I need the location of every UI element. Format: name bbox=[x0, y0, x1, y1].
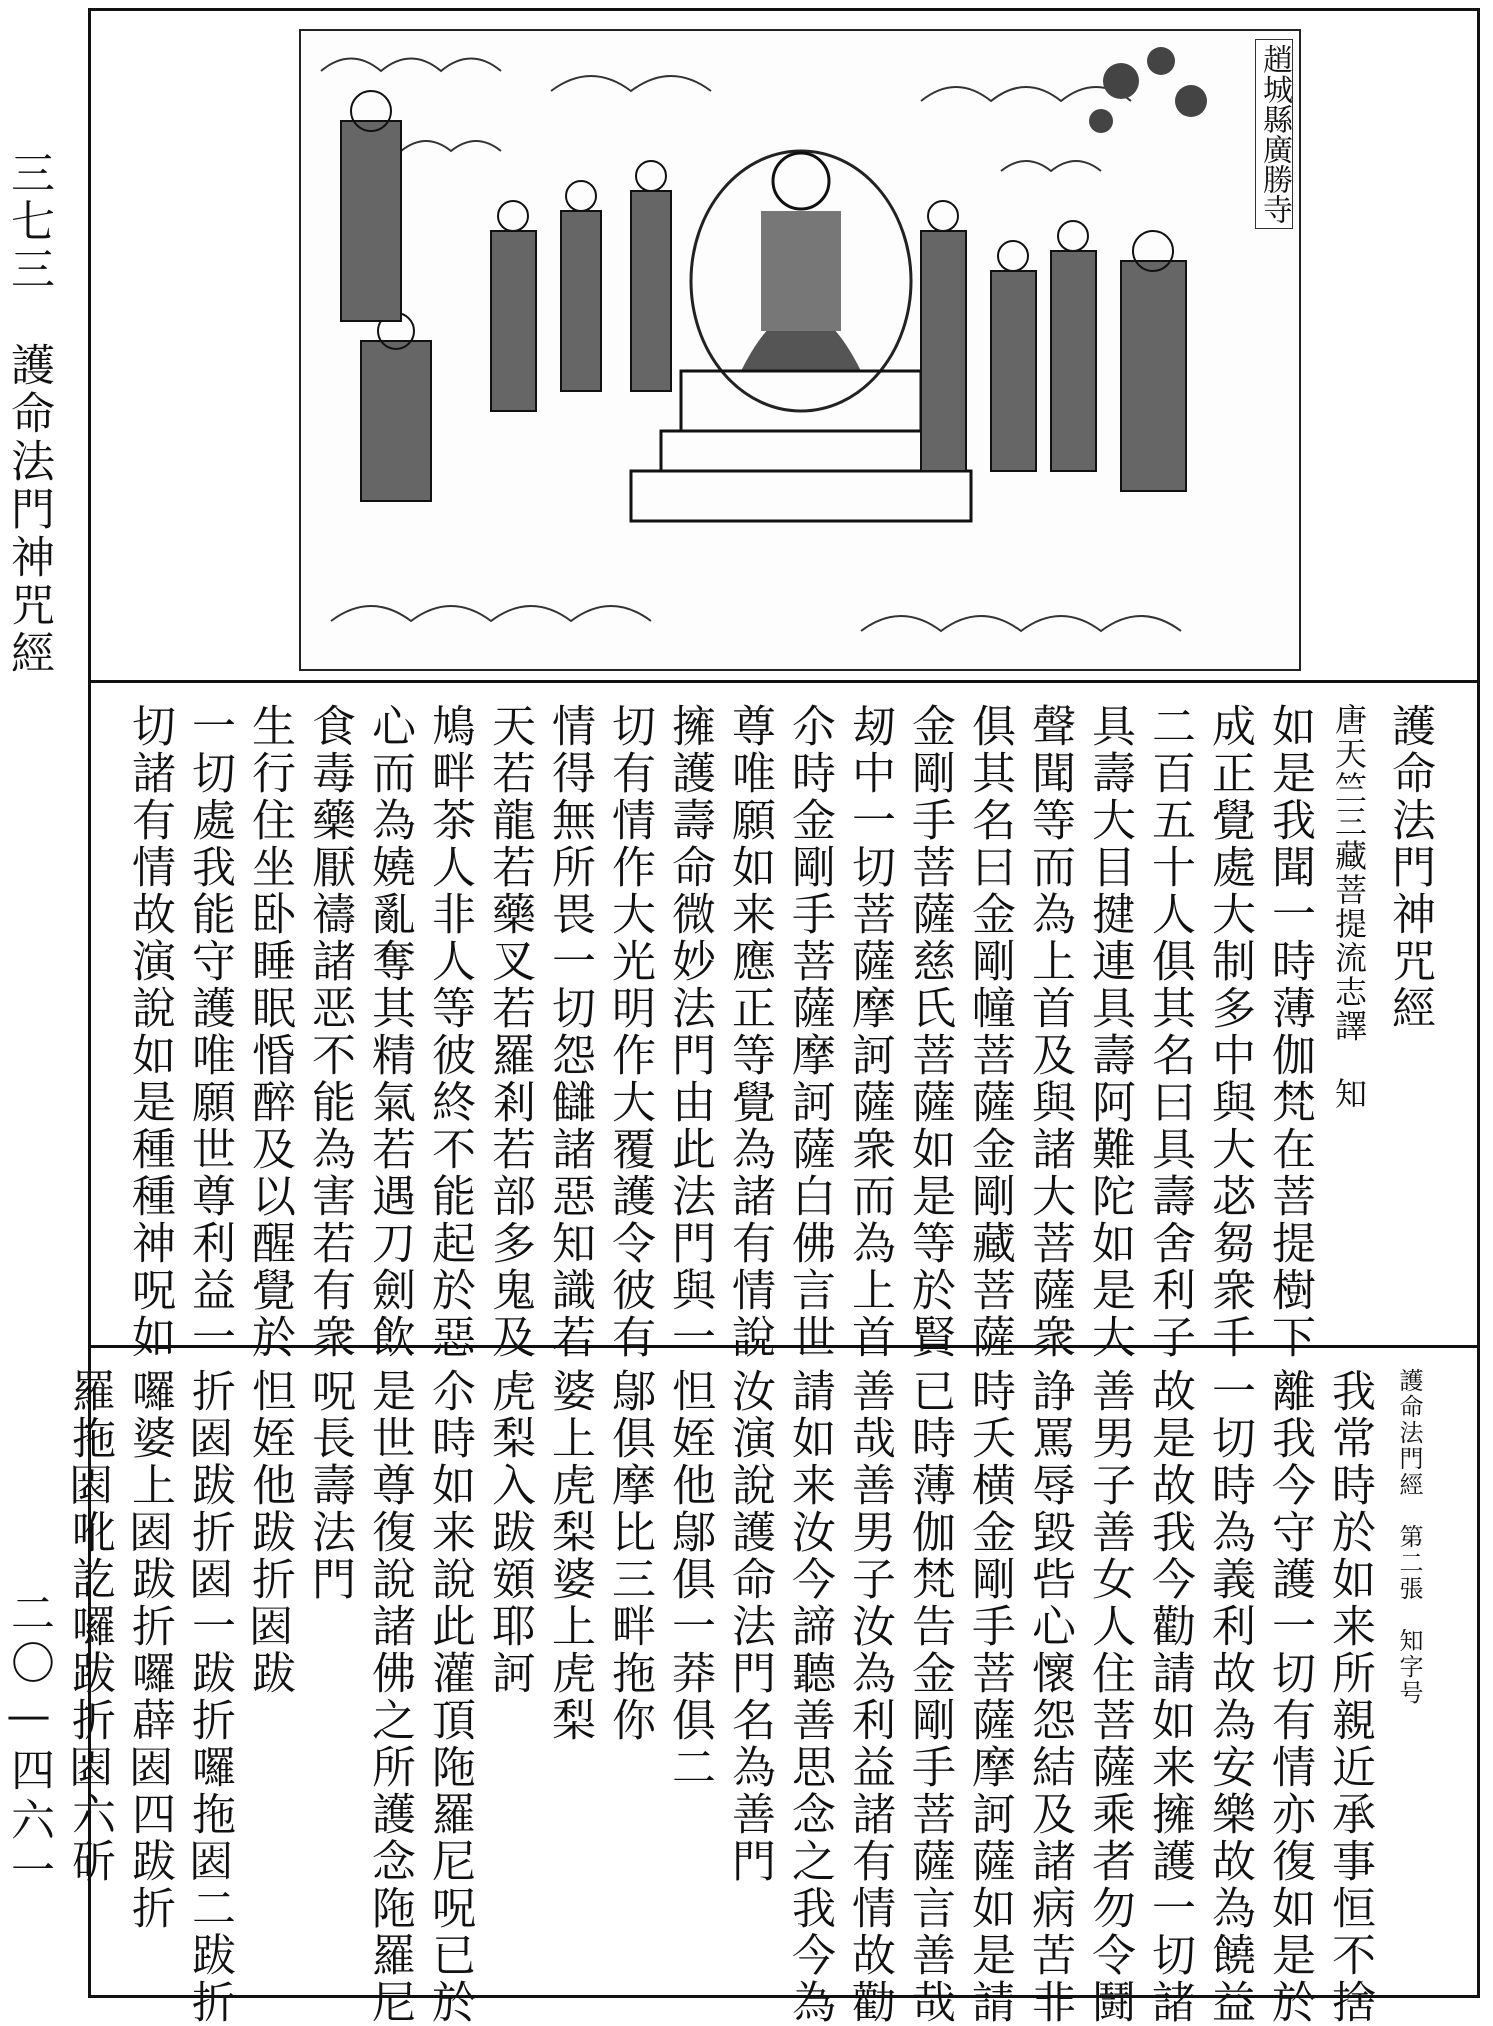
text-column: 擁護壽命微妙法門由此法門與一 bbox=[664, 703, 715, 1361]
text-column: 鳩畔茶人非人等彼終不能起於惡 bbox=[424, 703, 475, 1361]
text-column: 切諸有情故演說如是種種神呪如 bbox=[124, 703, 175, 1361]
text-column: 護命法門經 第二張 知字号 bbox=[1395, 1368, 1423, 1706]
text-column: 心而為嬈亂奪其精氣若遇刀劍飲 bbox=[364, 703, 415, 1361]
text-column: 尊唯願如来應正等覺為諸有情說 bbox=[724, 703, 775, 1361]
page-frame bbox=[64, 8, 1480, 2026]
text-column: 虎梨入跋頞耶訶 bbox=[484, 1368, 535, 1697]
text-column: 囉婆上𡇴跋折囉薜𡇴四跋折 bbox=[124, 1368, 175, 1932]
temple-seal-label: 趙城縣廣勝寺 bbox=[1255, 39, 1293, 229]
text-column: 諍罵辱毀呰心懷怨結及諸病苦非 bbox=[1024, 1368, 1075, 2026]
text-column: 成正覺處大制多中與大苾芻衆千 bbox=[1204, 703, 1255, 1361]
text-column: 生行住坐卧睡眠惛醉及以醒覺於 bbox=[244, 703, 295, 1361]
buddha-assembly-illustration bbox=[299, 29, 1301, 671]
text-column: 具壽大目揵連具壽阿難陀如是大 bbox=[1084, 703, 1135, 1361]
illustration-panel bbox=[91, 11, 1477, 683]
sutra-text-panel-lower bbox=[64, 1348, 1477, 2026]
text-column: 故是故我今勸請如来擁護一切諸 bbox=[1144, 1368, 1195, 2026]
text-column: 鄔俱摩比三畔拖你 bbox=[604, 1368, 655, 1744]
text-column: 呪長壽法門 bbox=[304, 1368, 355, 1603]
text-column: 刼中一切菩薩摩訶薩衆而為上首 bbox=[844, 703, 895, 1361]
woodblock-print-image bbox=[301, 31, 1299, 669]
text-column: 金剛手菩薩慈氏菩薩如是等於賢 bbox=[904, 703, 955, 1361]
text-column: 善男子善女人住菩薩乘者勿令鬪 bbox=[1084, 1368, 1135, 2026]
text-column: 俱其名曰金剛幢菩薩金剛藏菩薩 bbox=[964, 703, 1015, 1361]
text-column: 唐天竺三藏菩提流志譯 知 bbox=[1330, 703, 1368, 1111]
sutra-text-panel-upper bbox=[91, 683, 1477, 1361]
text-column: 尒時金剛手菩薩摩訶薩白佛言世 bbox=[784, 703, 835, 1361]
text-column: 汝演說護命法門名為善門 bbox=[724, 1368, 775, 1885]
text-column: 時夭横金剛手菩薩摩訶薩如是請 bbox=[964, 1368, 1015, 2026]
text-column: 婆上虎梨婆上虎梨 bbox=[544, 1368, 595, 1744]
text-column: 怛姪他鄔俱一莽俱二 bbox=[664, 1368, 715, 1791]
text-columns bbox=[61, 1368, 1437, 2026]
text-column: 護命法門神咒經 bbox=[1384, 703, 1435, 1032]
text-column: 怛姪他跋折𡇴跋 bbox=[244, 1368, 295, 1697]
text-column: 請如来汝今諦聽善思念之我今為 bbox=[784, 1368, 835, 2026]
text-column: 天若龍若藥叉若羅剎若部多鬼及 bbox=[484, 703, 535, 1361]
text-column: 折𡇴跋折𡇴一跋折囉拖𡇴二跋折 bbox=[184, 1368, 235, 2026]
text-column: 一切時為義利故為安樂故為饒益 bbox=[1204, 1368, 1255, 2026]
margin-page-number: 二〇—四六一 bbox=[3, 1590, 54, 1897]
text-column: 二百五十人俱其名曰具壽舍利子 bbox=[1144, 703, 1195, 1361]
text-column: 聲聞等而為上首及與諸大菩薩衆 bbox=[1024, 703, 1075, 1361]
text-column: 羅拖𡇴吪訖囉跋折𡇴六斫 bbox=[64, 1368, 115, 1885]
text-column: 情得無所畏一切怨讎諸惡知識若 bbox=[544, 703, 595, 1361]
text-column: 是世尊復說諸佛之所護念陁羅尼 bbox=[364, 1368, 415, 2026]
text-columns bbox=[121, 703, 1437, 1361]
text-column: 我常時於如来所親近承事恒不捨 bbox=[1324, 1368, 1375, 2026]
margin-title: 三七三 護命法門神咒經 bbox=[3, 150, 54, 678]
text-column: 切有情作大光明作大覆護令彼有 bbox=[604, 703, 655, 1361]
text-column: 善哉善男子汝為利益諸有情故勸 bbox=[844, 1368, 895, 2026]
text-column: 尒時如来說此灌頂陁羅尼呪已於 bbox=[424, 1368, 475, 2026]
text-column: 食毒藥厭禱諸恶不能為害若有衆 bbox=[304, 703, 355, 1361]
text-column: 如是我聞一時薄伽梵在菩提樹下 bbox=[1264, 703, 1315, 1361]
text-column: 離我今守護一切有情亦復如是於 bbox=[1264, 1368, 1315, 2026]
text-column: 已時薄伽梵告金剛手菩薩言善哉 bbox=[904, 1368, 955, 2026]
text-column: 一切處我能守護唯願世尊利益一 bbox=[184, 703, 235, 1361]
